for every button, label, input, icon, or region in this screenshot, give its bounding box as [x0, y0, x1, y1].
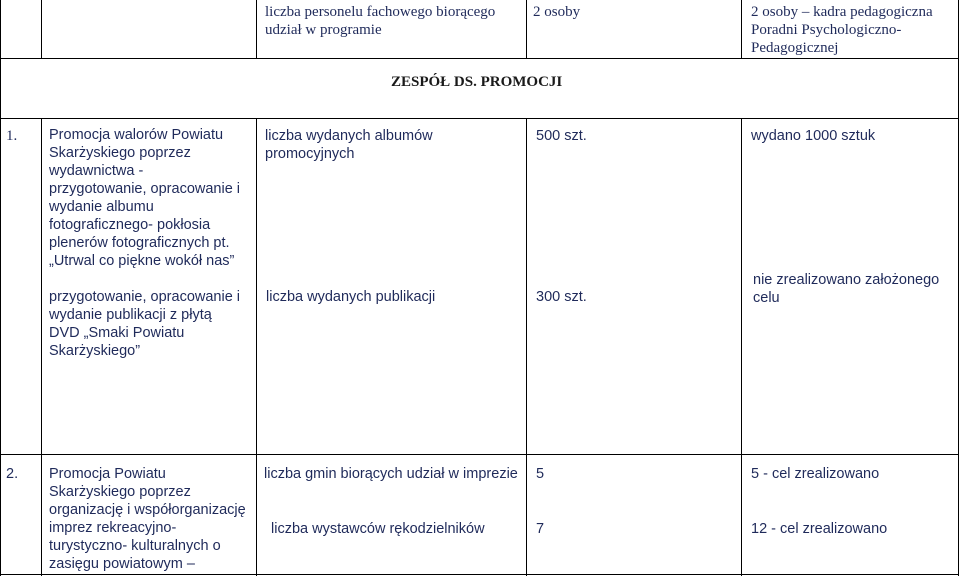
personnel-count: 2 osoby [533, 4, 581, 20]
col-divider-1 [41, 118, 42, 576]
personnel-label: liczba personelu fachowego biorącego udział w programie [265, 4, 496, 38]
row1-indicator-album: liczba wydanych albumów promocyjnych [265, 128, 433, 162]
row1-planned-album: 500 szt. [536, 128, 587, 144]
row2-planned-communes: 5 [536, 466, 545, 482]
table-bottom-border [0, 574, 959, 575]
row1-indicator-publication: liczba wydanych publikacji [266, 289, 436, 305]
row1-planned-publication: 300 szt. [536, 289, 587, 305]
row2-planned-exhibitors: 7 [536, 521, 545, 537]
row2-indicator-exhibitors: liczba wystawców rękodzielników [271, 521, 485, 537]
col-divider-2-top [256, 0, 257, 58]
row1-result-publication: nie zrealizowano założonego celu [753, 272, 940, 306]
row1-result-album: wydano 1000 sztuk [751, 128, 876, 144]
col-divider-4 [741, 118, 742, 576]
row1-task-publication: przygotowanie, opracowanie i wydanie publikacji z płytą DVD „Smaki Powiatu Skarżyskiego” [49, 289, 241, 359]
row-divider-top [0, 58, 959, 59]
row1-number: 1. [6, 128, 18, 144]
col-divider-2 [256, 118, 257, 576]
row2-result-exhibitors: 12 - cel zrealizowano [751, 521, 888, 537]
row-divider-row1 [0, 454, 959, 455]
col-divider-4-top [741, 0, 742, 58]
row1-task-album: Promocja walorów Powiatu Skarżyskiego poprzez wydawnictwa - przygotowanie, opracowanie i wydanie albumu fotograficznego- pokłosia plenerów fotograficznych pt. „Utrwal co piękne wokół nas” [49, 127, 241, 269]
col-divider-3 [526, 118, 527, 576]
section-heading: ZESPÓŁ DS. PROMOCJI [391, 74, 563, 90]
col-divider-3-top [526, 0, 527, 58]
row-divider-heading [0, 118, 959, 119]
row2-number: 2. [6, 466, 19, 482]
personnel-result: 2 osoby – kadra pedagogiczna Poradni Psychologiczno- Pedagogicznej [751, 4, 933, 56]
table-right-border [958, 0, 959, 576]
row2-indicator-communes: liczba gmin biorących udział w imprezie [264, 466, 518, 482]
row2-task: Promocja Powiatu Skarżyskiego poprzez organizację i współorganizację imprez rekreacyjno- turystyczno- kulturalnych o zasięgu powiatowym – [49, 466, 246, 572]
row2-result-communes: 5 - cel zrealizowano [751, 466, 880, 482]
col-divider-1-top [41, 0, 42, 58]
table-left-border [0, 0, 1, 576]
